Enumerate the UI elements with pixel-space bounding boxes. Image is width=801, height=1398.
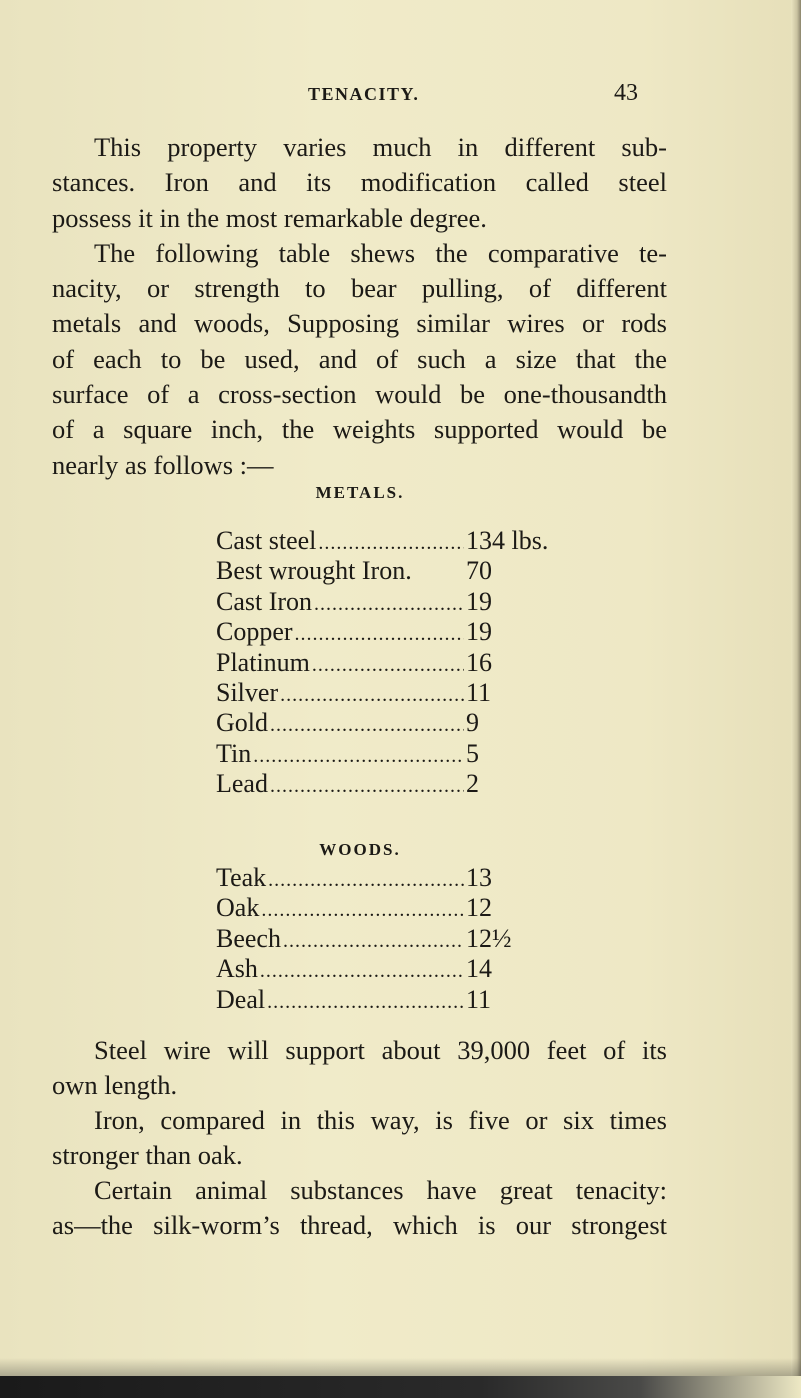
text-line: surface of a cross-section would be one-thousandth [52,379,667,410]
dot-leader [267,987,464,1017]
page-number: 43 [614,80,638,106]
table-row [216,678,546,708]
dot-leader [270,771,464,801]
material-name: Best wrought Iron. [216,556,412,586]
material-value: 12 [466,893,492,923]
material-name: Copper [216,617,293,647]
table-row [216,863,546,893]
dot-leader [261,895,464,925]
intro-paragraph [52,130,667,483]
scan-bottom-edge [0,1376,801,1398]
table-row [216,739,546,769]
table-row [216,769,546,799]
text-line: Steel wire will support about 39,000 feet of its [94,1035,667,1065]
material-value: 11 [466,677,492,707]
material-value: 70 [466,556,492,586]
dot-leader [253,741,464,771]
material-value: 9 [466,708,479,738]
material-name: Beech [216,923,281,953]
table-row [216,556,546,586]
metals-heading: METALS. [315,483,405,502]
page-header [0,80,801,114]
material-value: 2 [466,769,479,799]
dot-leader [314,589,464,619]
table-row [216,708,546,738]
text-line: Certain animal substances have great tenacity: [94,1175,667,1205]
material-name: Tin [216,738,252,768]
material-name: Cast Iron [216,586,313,616]
material-value: 11 [466,984,492,1014]
table-row [216,893,546,923]
material-name: Platinum [216,647,310,677]
closing-paragraph-iron [52,1103,667,1174]
table-row [216,587,546,617]
text-line: Iron, compared in this way, is five or six times [94,1105,667,1135]
table-row [216,617,546,647]
closing-paragraph-animal [52,1173,667,1244]
text-line: nearly as follows :— [52,449,274,480]
material-name: Silver [216,677,279,707]
dot-leader [283,926,464,956]
woods-heading: WOODS. [319,840,401,859]
text-line: of each to be used, and of such a size that the [52,343,667,374]
table-row [216,648,546,678]
material-value: 5 [466,738,479,768]
dot-leader [312,650,464,680]
page-edge-shadow [791,0,801,1398]
table-row [216,985,546,1015]
metals-table [216,526,549,800]
material-value: 13 [466,863,492,892]
closing-paragraph-steel [52,1033,667,1104]
text-line: metals and woods, Supposing similar wires or rods [52,308,667,339]
material-name: Lead [216,769,268,799]
material-value: 16 [466,647,492,677]
dot-leader [295,619,464,649]
dot-leader [280,680,464,710]
scan-shadow [0,1358,801,1376]
text-line: of a square inch, the weights supported would be [52,414,667,445]
material-value: 134 lbs. [466,526,549,555]
material-name: Oak [216,893,260,923]
table-row [216,954,546,984]
material-name: Cast steel [216,526,317,555]
material-value: 14 [466,954,492,984]
material-value: 19 [466,586,492,616]
material-name: Teak [216,863,267,892]
dot-leader [260,956,464,986]
dot-leader [268,865,464,895]
material-name: Gold [216,708,268,738]
material-value: 12½ [466,923,512,953]
text-line: as—the silk-worm’s thread, which is our strongest [52,1210,667,1241]
text-line: stronger than oak. [52,1140,243,1171]
text-line: own length. [52,1070,178,1101]
running-head: TENACITY. [308,84,420,104]
table-row [216,526,549,556]
text-line: stances. Iron and its modification called steel [52,167,667,198]
material-value: 19 [466,617,492,647]
text-line: possess it in the most remarkable degree. [52,202,487,233]
material-name: Ash [216,954,258,984]
text-line: nacity, or strength to bear pulling, of different [52,273,667,304]
material-name: Deal [216,984,266,1014]
text-line: The following table shews the comparative te- [94,237,667,268]
woods-table [216,863,546,1015]
dot-leader [318,528,464,558]
dot-leader [270,710,464,740]
text-line: This property varies much in different sub- [94,132,667,162]
table-row [216,924,546,954]
